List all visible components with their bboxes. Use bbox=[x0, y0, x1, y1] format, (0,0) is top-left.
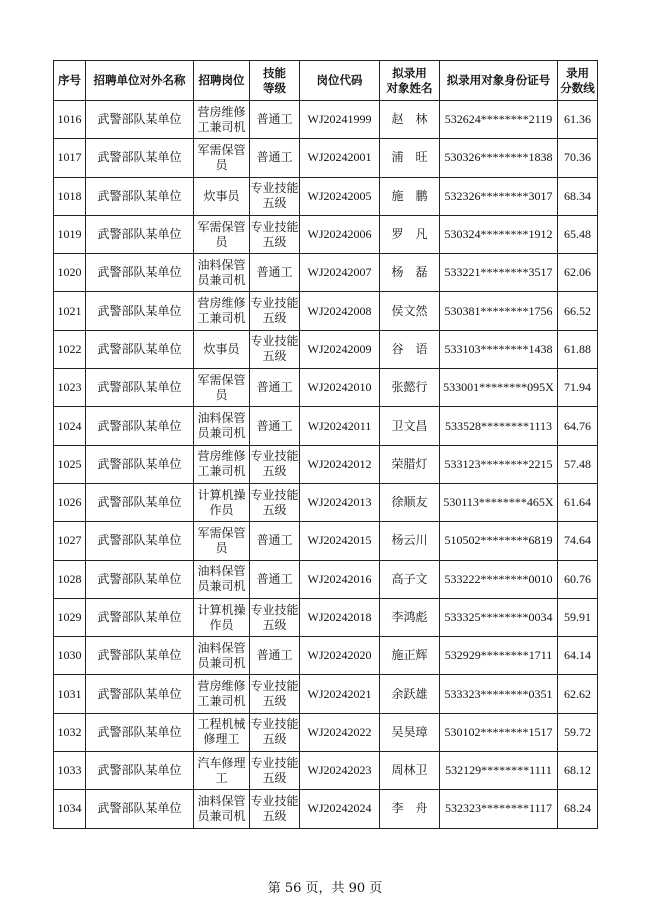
cell-code: WJ20242013 bbox=[300, 483, 380, 521]
header-name bbox=[380, 61, 440, 101]
cell-level: 专业技能五级 bbox=[250, 483, 300, 521]
cell-id: 533222********0010 bbox=[440, 560, 558, 598]
cell-id: 532129********1111 bbox=[440, 752, 558, 790]
cell-level: 专业技能五级 bbox=[250, 598, 300, 636]
cell-level: 专业技能五级 bbox=[250, 790, 300, 828]
cell-code: WJ20242009 bbox=[300, 330, 380, 368]
cell-name: 余跃雄 bbox=[380, 675, 440, 713]
cell-unit: 武警部队某单位 bbox=[86, 713, 194, 751]
cell-name: 张懿行 bbox=[380, 369, 440, 407]
cell-code: WJ20242007 bbox=[300, 254, 380, 292]
cell-id: 530102********1517 bbox=[440, 713, 558, 751]
cell-unit: 武警部队某单位 bbox=[86, 790, 194, 828]
cell-id: 533221********3517 bbox=[440, 254, 558, 292]
cell-post: 工程机械修理工 bbox=[194, 713, 250, 751]
header-level-label: 技能 等级 bbox=[263, 65, 286, 95]
cell-score: 61.88 bbox=[558, 330, 598, 368]
cell-name: 高子文 bbox=[380, 560, 440, 598]
cell-score: 70.36 bbox=[558, 139, 598, 177]
table-row bbox=[54, 177, 598, 215]
cell-id: 532323********1117 bbox=[440, 790, 558, 828]
cell-unit: 武警部队某单位 bbox=[86, 292, 194, 330]
header-id: 拟录用对象身份证号 bbox=[440, 61, 558, 101]
cell-name: 杨 磊 bbox=[380, 254, 440, 292]
header-unit: 招聘单位对外名称 bbox=[86, 61, 194, 101]
cell-seq: 1017 bbox=[54, 139, 86, 177]
cell-id: 533001********095X bbox=[440, 369, 558, 407]
cell-level: 普通工 bbox=[250, 407, 300, 445]
cell-name: 杨云川 bbox=[380, 522, 440, 560]
cell-score: 68.34 bbox=[558, 177, 598, 215]
cell-post: 油料保管员兼司机 bbox=[194, 790, 250, 828]
cell-code: WJ20242016 bbox=[300, 560, 380, 598]
cell-post: 油料保管员兼司机 bbox=[194, 560, 250, 598]
cell-score: 68.12 bbox=[558, 752, 598, 790]
header-level bbox=[250, 61, 300, 101]
table-row bbox=[54, 483, 598, 521]
cell-id: 533325********0034 bbox=[440, 598, 558, 636]
table-row bbox=[54, 790, 598, 828]
cell-name: 李鸿彪 bbox=[380, 598, 440, 636]
cell-score: 61.64 bbox=[558, 483, 598, 521]
cell-unit: 武警部队某单位 bbox=[86, 177, 194, 215]
table-row bbox=[54, 369, 598, 407]
cell-seq: 1030 bbox=[54, 637, 86, 675]
cell-name: 浦 旺 bbox=[380, 139, 440, 177]
cell-score: 60.76 bbox=[558, 560, 598, 598]
cell-post: 军需保管员 bbox=[194, 522, 250, 560]
cell-level: 普通工 bbox=[250, 637, 300, 675]
cell-code: WJ20242010 bbox=[300, 369, 380, 407]
header-score-label: 录用 分数线 bbox=[560, 65, 595, 95]
cell-post: 营房维修工兼司机 bbox=[194, 445, 250, 483]
cell-level: 专业技能五级 bbox=[250, 445, 300, 483]
table-row bbox=[54, 560, 598, 598]
cell-name: 罗 凡 bbox=[380, 215, 440, 253]
cell-level: 专业技能五级 bbox=[250, 675, 300, 713]
cell-id: 530381********1756 bbox=[440, 292, 558, 330]
cell-level: 专业技能五级 bbox=[250, 330, 300, 368]
cell-post: 油料保管员兼司机 bbox=[194, 637, 250, 675]
table-row bbox=[54, 598, 598, 636]
cell-code: WJ20242024 bbox=[300, 790, 380, 828]
cell-seq: 1019 bbox=[54, 215, 86, 253]
cell-post: 军需保管员 bbox=[194, 215, 250, 253]
cell-score: 59.91 bbox=[558, 598, 598, 636]
cell-seq: 1027 bbox=[54, 522, 86, 560]
cell-post: 营房维修工兼司机 bbox=[194, 292, 250, 330]
cell-level: 专业技能五级 bbox=[250, 292, 300, 330]
cell-name: 荣腊灯 bbox=[380, 445, 440, 483]
cell-unit: 武警部队某单位 bbox=[86, 215, 194, 253]
cell-seq: 1026 bbox=[54, 483, 86, 521]
cell-unit: 武警部队某单位 bbox=[86, 369, 194, 407]
cell-code: WJ20242020 bbox=[300, 637, 380, 675]
cell-post: 油料保管员兼司机 bbox=[194, 407, 250, 445]
cell-id: 530113********465X bbox=[440, 483, 558, 521]
table-row bbox=[54, 139, 598, 177]
cell-post: 计算机操作员 bbox=[194, 483, 250, 521]
header-code: 岗位代码 bbox=[300, 61, 380, 101]
header-score bbox=[558, 61, 598, 101]
cell-name: 谷 语 bbox=[380, 330, 440, 368]
cell-code: WJ20242023 bbox=[300, 752, 380, 790]
cell-seq: 1022 bbox=[54, 330, 86, 368]
cell-post: 炊事员 bbox=[194, 177, 250, 215]
cell-unit: 武警部队某单位 bbox=[86, 675, 194, 713]
cell-post: 计算机操作员 bbox=[194, 598, 250, 636]
cell-score: 66.52 bbox=[558, 292, 598, 330]
cell-unit: 武警部队某单位 bbox=[86, 483, 194, 521]
page-footer: 第 56 页，共 90 页 bbox=[267, 881, 383, 896]
cell-code: WJ20242012 bbox=[300, 445, 380, 483]
cell-unit: 武警部队某单位 bbox=[86, 637, 194, 675]
cell-unit: 武警部队某单位 bbox=[86, 598, 194, 636]
cell-seq: 1021 bbox=[54, 292, 86, 330]
cell-id: 533103********1438 bbox=[440, 330, 558, 368]
cell-post: 军需保管员 bbox=[194, 139, 250, 177]
cell-post: 汽车修理工 bbox=[194, 752, 250, 790]
cell-unit: 武警部队某单位 bbox=[86, 560, 194, 598]
cell-name: 赵 林 bbox=[380, 101, 440, 139]
cell-code: WJ20242001 bbox=[300, 139, 380, 177]
cell-score: 64.76 bbox=[558, 407, 598, 445]
cell-score: 64.14 bbox=[558, 637, 598, 675]
cell-unit: 武警部队某单位 bbox=[86, 522, 194, 560]
cell-seq: 1018 bbox=[54, 177, 86, 215]
header-seq: 序号 bbox=[54, 61, 86, 101]
cell-unit: 武警部队某单位 bbox=[86, 330, 194, 368]
cell-id: 530324********1912 bbox=[440, 215, 558, 253]
table-row bbox=[54, 445, 598, 483]
cell-level: 普通工 bbox=[250, 522, 300, 560]
cell-unit: 武警部队某单位 bbox=[86, 254, 194, 292]
cell-id: 532929********1711 bbox=[440, 637, 558, 675]
cell-name: 施正辉 bbox=[380, 637, 440, 675]
cell-id: 533123********2215 bbox=[440, 445, 558, 483]
table-row bbox=[54, 713, 598, 751]
cell-level: 专业技能五级 bbox=[250, 215, 300, 253]
cell-code: WJ20242021 bbox=[300, 675, 380, 713]
cell-level: 普通工 bbox=[250, 101, 300, 139]
cell-name: 周林卫 bbox=[380, 752, 440, 790]
cell-seq: 1033 bbox=[54, 752, 86, 790]
header-name-label: 拟录用 对象姓名 bbox=[386, 65, 433, 95]
table-row bbox=[54, 637, 598, 675]
cell-name: 侯文然 bbox=[380, 292, 440, 330]
table-row bbox=[54, 330, 598, 368]
cell-code: WJ20241999 bbox=[300, 101, 380, 139]
header-post: 招聘岗位 bbox=[194, 61, 250, 101]
cell-id: 530326********1838 bbox=[440, 139, 558, 177]
cell-id: 532326********3017 bbox=[440, 177, 558, 215]
cell-id: 533528********1113 bbox=[440, 407, 558, 445]
cell-unit: 武警部队某单位 bbox=[86, 445, 194, 483]
cell-name: 李 舟 bbox=[380, 790, 440, 828]
cell-name: 施 鹏 bbox=[380, 177, 440, 215]
cell-level: 专业技能五级 bbox=[250, 177, 300, 215]
table-row bbox=[54, 407, 598, 445]
cell-level: 普通工 bbox=[250, 254, 300, 292]
table-row bbox=[54, 675, 598, 713]
cell-unit: 武警部队某单位 bbox=[86, 139, 194, 177]
cell-level: 专业技能五级 bbox=[250, 713, 300, 751]
cell-post: 油料保管员兼司机 bbox=[194, 254, 250, 292]
cell-seq: 1024 bbox=[54, 407, 86, 445]
table-row bbox=[54, 292, 598, 330]
table-row bbox=[54, 752, 598, 790]
table-row bbox=[54, 101, 598, 139]
cell-code: WJ20242006 bbox=[300, 215, 380, 253]
cell-code: WJ20242005 bbox=[300, 177, 380, 215]
cell-code: WJ20242008 bbox=[300, 292, 380, 330]
cell-name: 卫文昌 bbox=[380, 407, 440, 445]
cell-seq: 1020 bbox=[54, 254, 86, 292]
cell-seq: 1023 bbox=[54, 369, 86, 407]
cell-score: 74.64 bbox=[558, 522, 598, 560]
cell-id: 532624********2119 bbox=[440, 101, 558, 139]
cell-level: 专业技能五级 bbox=[250, 752, 300, 790]
cell-level: 普通工 bbox=[250, 560, 300, 598]
cell-post: 营房维修工兼司机 bbox=[194, 101, 250, 139]
hiring-results-table bbox=[53, 60, 598, 829]
cell-seq: 1032 bbox=[54, 713, 86, 751]
cell-score: 62.62 bbox=[558, 675, 598, 713]
cell-code: WJ20242018 bbox=[300, 598, 380, 636]
cell-score: 71.94 bbox=[558, 369, 598, 407]
cell-seq: 1025 bbox=[54, 445, 86, 483]
cell-name: 徐顺友 bbox=[380, 483, 440, 521]
cell-id: 510502********6819 bbox=[440, 522, 558, 560]
cell-post: 营房维修工兼司机 bbox=[194, 675, 250, 713]
cell-seq: 1034 bbox=[54, 790, 86, 828]
cell-level: 普通工 bbox=[250, 139, 300, 177]
cell-score: 68.24 bbox=[558, 790, 598, 828]
cell-score: 57.48 bbox=[558, 445, 598, 483]
cell-post: 炊事员 bbox=[194, 330, 250, 368]
table-header-row bbox=[54, 61, 598, 101]
cell-name: 吴昊璋 bbox=[380, 713, 440, 751]
table-body bbox=[54, 101, 598, 829]
cell-seq: 1016 bbox=[54, 101, 86, 139]
cell-seq: 1028 bbox=[54, 560, 86, 598]
cell-post: 军需保管员 bbox=[194, 369, 250, 407]
cell-seq: 1031 bbox=[54, 675, 86, 713]
cell-level: 普通工 bbox=[250, 369, 300, 407]
cell-score: 59.72 bbox=[558, 713, 598, 751]
cell-code: WJ20242022 bbox=[300, 713, 380, 751]
table-row bbox=[54, 215, 598, 253]
cell-score: 65.48 bbox=[558, 215, 598, 253]
cell-code: WJ20242011 bbox=[300, 407, 380, 445]
cell-code: WJ20242015 bbox=[300, 522, 380, 560]
cell-unit: 武警部队某单位 bbox=[86, 752, 194, 790]
cell-score: 61.36 bbox=[558, 101, 598, 139]
cell-unit: 武警部队某单位 bbox=[86, 101, 194, 139]
table-row bbox=[54, 254, 598, 292]
cell-id: 533323********0351 bbox=[440, 675, 558, 713]
table-row bbox=[54, 522, 598, 560]
cell-score: 62.06 bbox=[558, 254, 598, 292]
cell-seq: 1029 bbox=[54, 598, 86, 636]
cell-unit: 武警部队某单位 bbox=[86, 407, 194, 445]
